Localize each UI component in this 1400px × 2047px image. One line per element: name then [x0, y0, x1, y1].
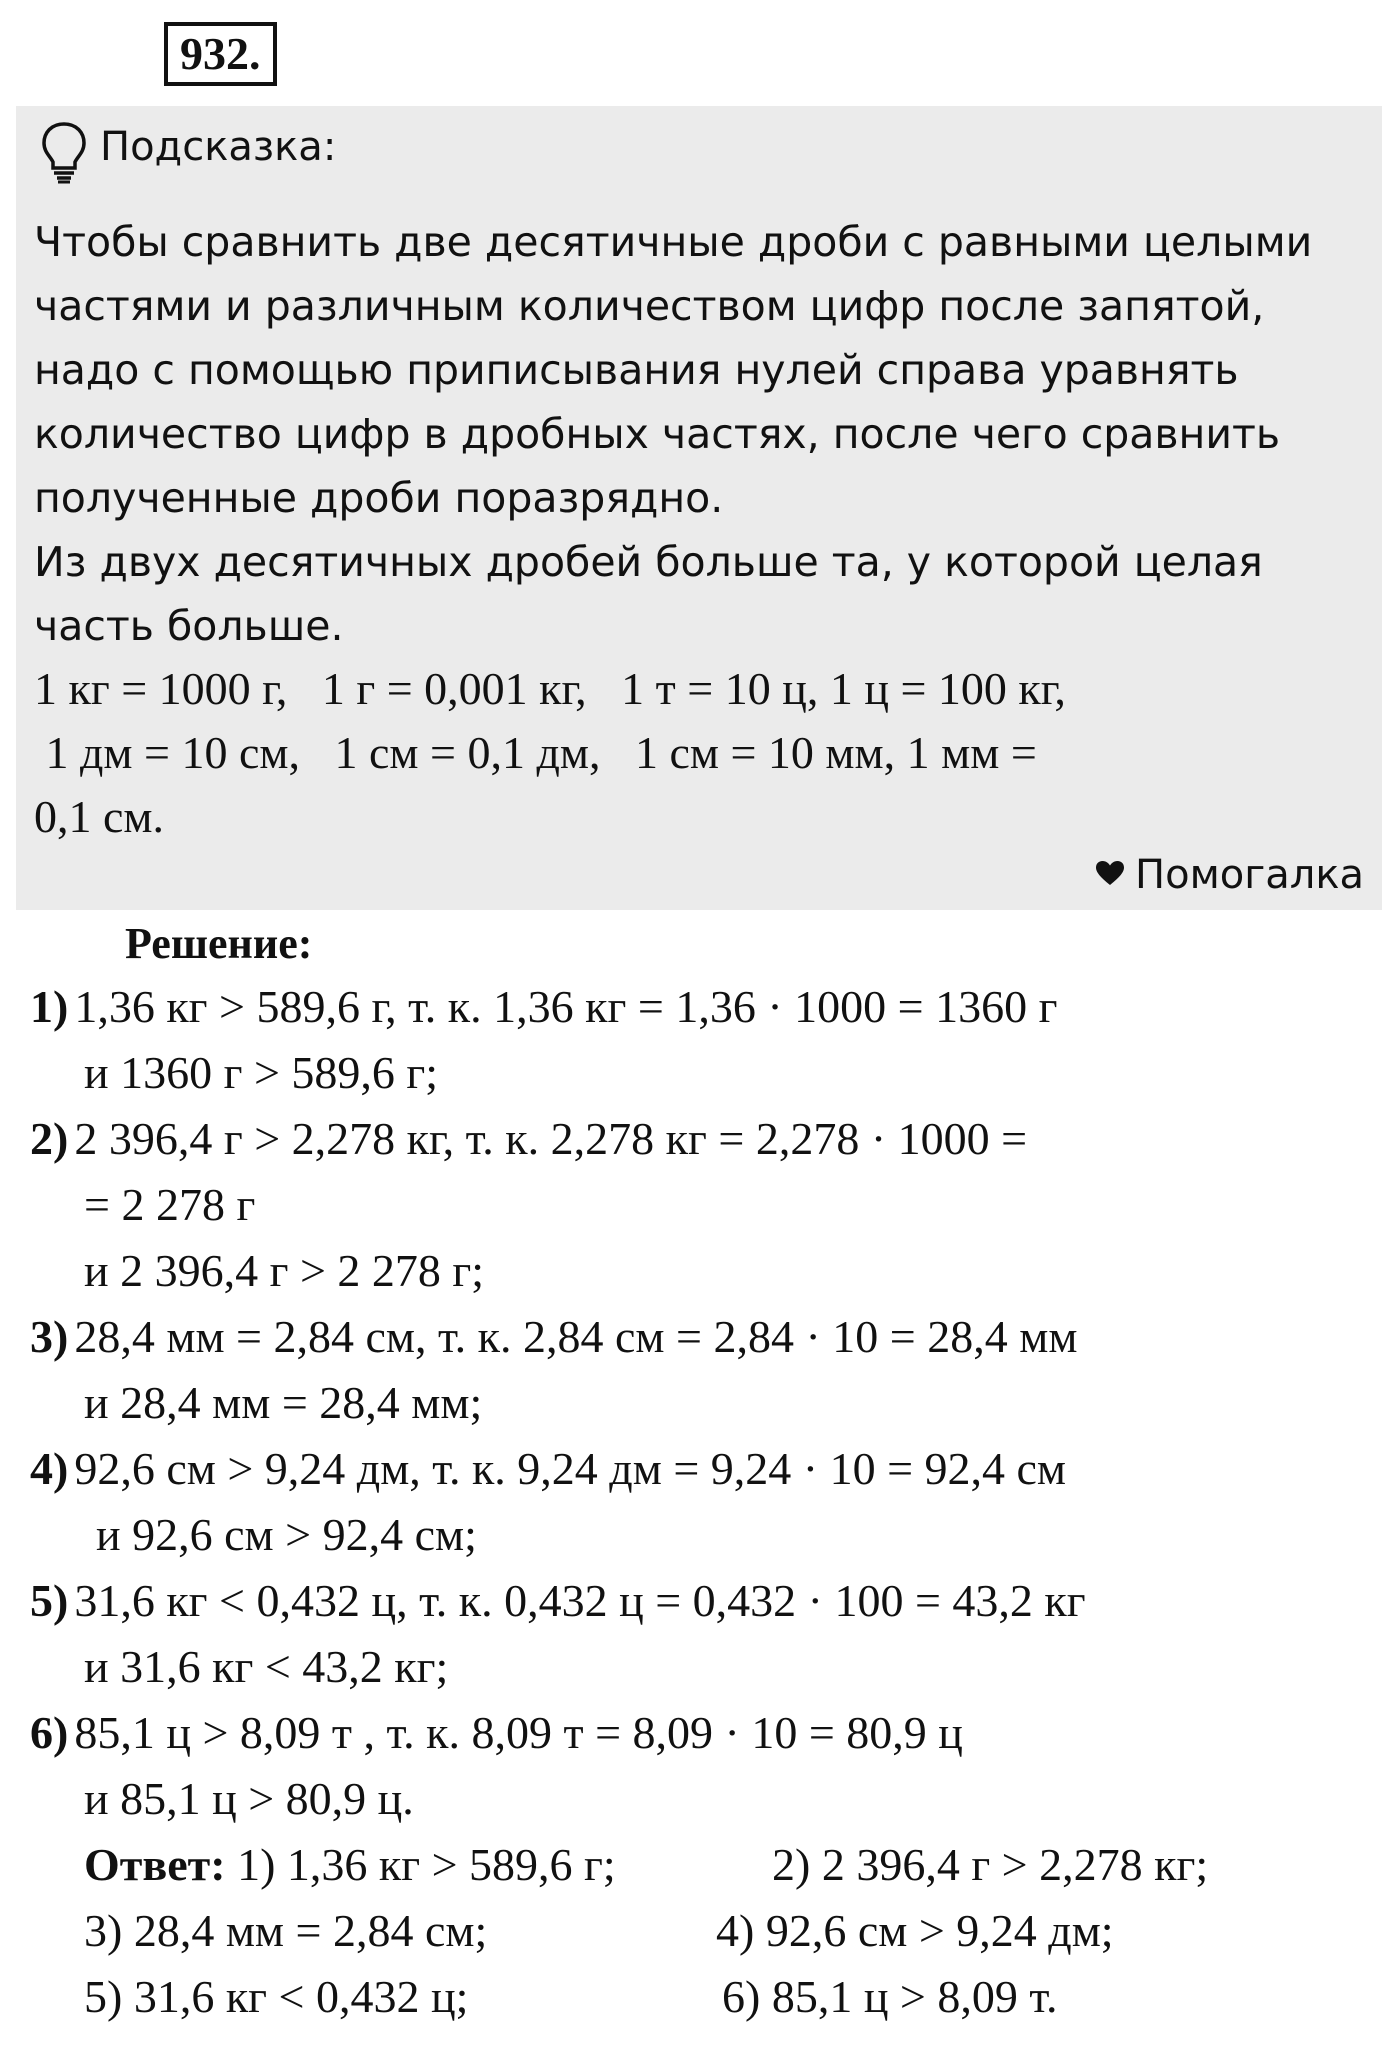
item-line: 1,36 кг > 589,6 г, т. к. 1,36 кг = 1,36 · 1000 = 1360 г: [74, 981, 1058, 1032]
hint-text-line: Чтобы сравнить две десятичные дроби с равными целыми: [34, 218, 1313, 266]
solution-item-5: [30, 1574, 1086, 1627]
item-line: 2 396,4 г > 2,278 кг, т. к. 2,278 кг = 2,278 · 1000 =: [74, 1113, 1028, 1164]
answer-item: 5) 31,6 кг < 0,432 ц;: [84, 1971, 469, 2022]
solution-heading: Решение:: [125, 919, 313, 968]
item-line: и 2 396,4 г > 2 278 г;: [84, 1245, 485, 1296]
answer-item: 4) 92,6 см > 9,24 дм;: [716, 1905, 1114, 1956]
units-line: 1 дм = 10 см, 1 см = 0,1 дм, 1 см = 10 мм, 1 мм =: [34, 727, 1037, 778]
answer-item: 6) 85,1 ц > 8,09 т.: [722, 1971, 1058, 2022]
item-line: 31,6 кг < 0,432 ц, т. к. 0,432 ц = 0,432 · 100 = 43,2 кг: [74, 1575, 1086, 1626]
task-number: 932.: [164, 22, 277, 86]
item-number: 1): [30, 981, 69, 1032]
hint-box: [16, 106, 1382, 910]
solution-item-3: [30, 1310, 1077, 1363]
item-number: 5): [30, 1575, 69, 1626]
solution-item-1: [30, 980, 1057, 1033]
source-label: Помогалка: [1135, 852, 1364, 898]
answer-line: [84, 1838, 616, 1891]
item-number: 4): [30, 1443, 69, 1494]
hint-text-line: часть больше.: [34, 602, 344, 650]
units-line: 1 кг = 1000 г, 1 г = 0,001 кг, 1 т = 10 ц, 1 ц = 100 кг,: [34, 663, 1066, 714]
item-number: 3): [30, 1311, 69, 1362]
source-tag: [1095, 852, 1364, 898]
hint-text-line: полученные дроби поразрядно.: [34, 474, 724, 522]
solution-item-6: [30, 1706, 963, 1759]
hint-text-line: количество цифр в дробных частях, после чего сравнить: [34, 410, 1281, 458]
hint-title: Подсказка:: [100, 124, 337, 170]
answer-item: 1) 1,36 кг > 589,6 г;: [237, 1839, 616, 1890]
item-line: и 28,4 мм = 28,4 мм;: [84, 1377, 483, 1428]
lightbulb-icon: [38, 120, 90, 184]
item-line: и 85,1 ц > 80,9 ц.: [84, 1773, 414, 1824]
item-line: и 1360 г > 589,6 г;: [84, 1047, 439, 1098]
answer-label: Ответ:: [84, 1839, 226, 1890]
answer-item: 2) 2 396,4 г > 2,278 кг;: [772, 1839, 1209, 1890]
item-line: 85,1 ц > 8,09 т , т. к. 8,09 т = 8,09 · 10 = 80,9 ц: [74, 1707, 963, 1758]
solution-item-4: [30, 1442, 1066, 1495]
solution-item-2: [30, 1112, 1027, 1165]
hint-text-line: Из двух десятичных дробей больше та, у которой целая: [34, 538, 1263, 586]
item-line: = 2 278 г: [84, 1179, 256, 1230]
item-line: и 92,6 см > 92,4 см;: [96, 1509, 477, 1560]
units-line: 0,1 см.: [34, 791, 165, 842]
heart-icon: [1095, 860, 1125, 886]
item-number: 6): [30, 1707, 69, 1758]
hint-text-line: надо с помощью приписывания нулей справа уравнять: [34, 346, 1239, 394]
answer-item: 3) 28,4 мм = 2,84 см;: [84, 1905, 488, 1956]
item-line: и 31,6 кг < 43,2 кг;: [84, 1641, 449, 1692]
item-line: 28,4 мм = 2,84 см, т. к. 2,84 см = 2,84 · 10 = 28,4 мм: [74, 1311, 1078, 1362]
item-number: 2): [30, 1113, 69, 1164]
item-line: 92,6 см > 9,24 дм, т. к. 9,24 дм = 9,24 · 10 = 92,4 см: [74, 1443, 1067, 1494]
hint-text-line: частями и различным количеством цифр после запятой,: [34, 282, 1265, 330]
